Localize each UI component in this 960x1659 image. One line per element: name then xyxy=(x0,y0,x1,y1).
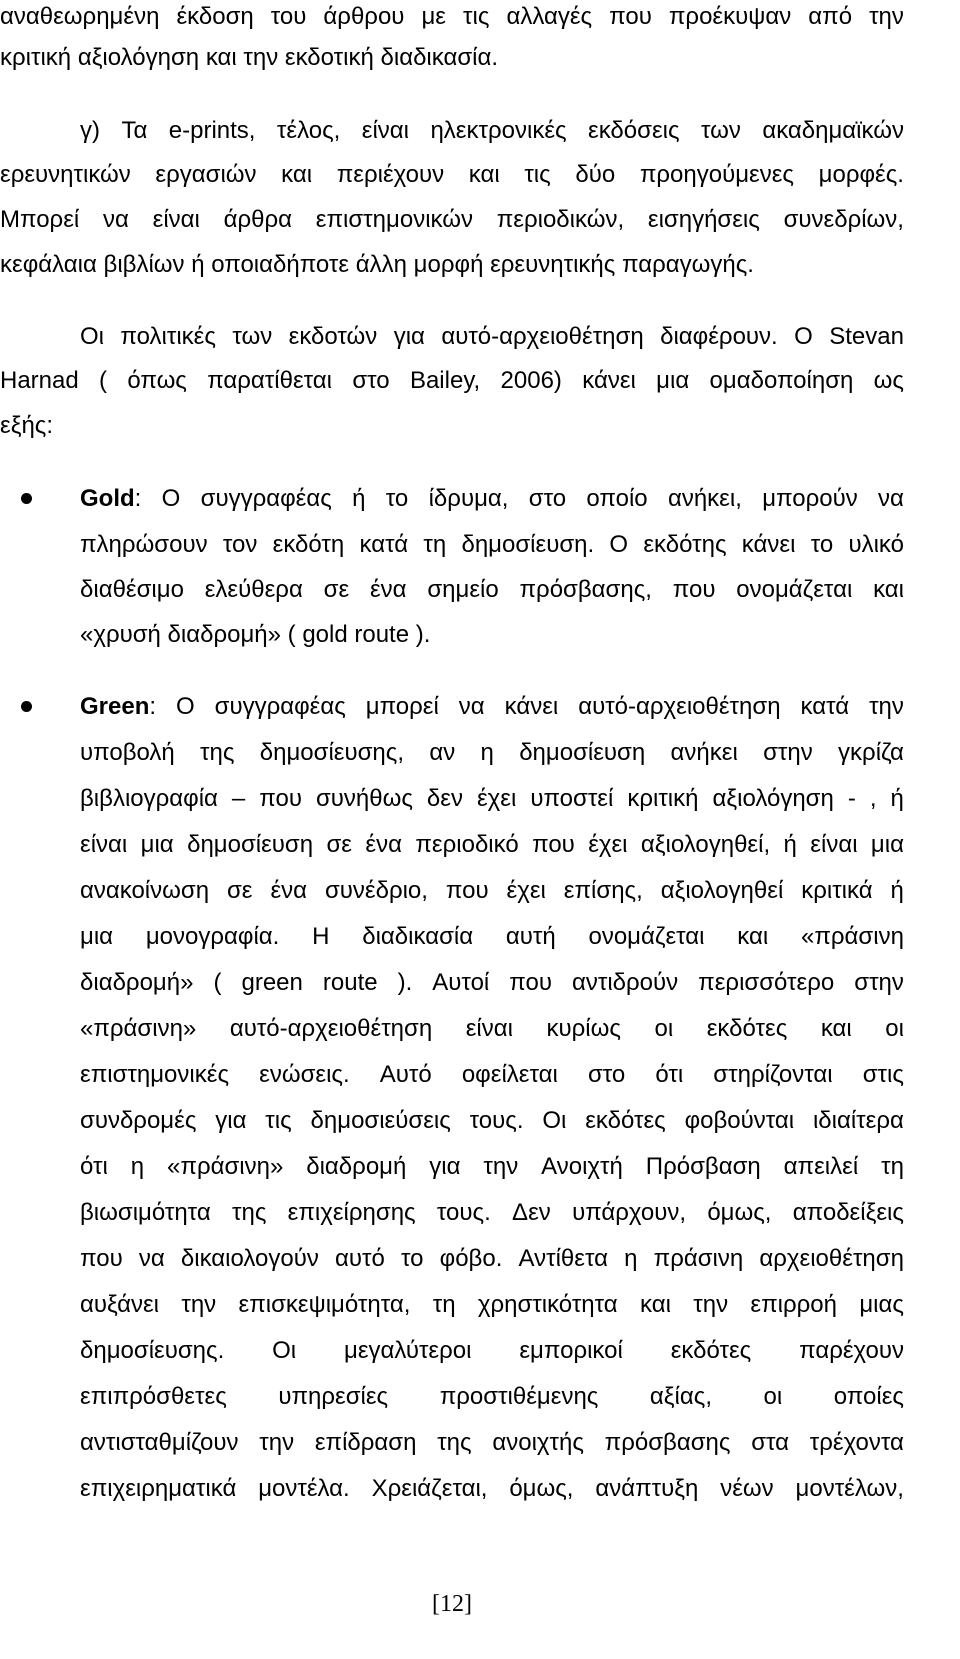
word: μια xyxy=(80,923,114,950)
word: Bailey, xyxy=(409,367,481,394)
paragraph-line xyxy=(80,1014,904,1044)
word: από xyxy=(808,3,853,30)
word: Stevan xyxy=(829,323,904,350)
word: μιας xyxy=(859,1291,904,1318)
word: τις xyxy=(524,161,551,188)
word: Πρόσβαση xyxy=(645,1153,761,1180)
word: Ανοιχτή xyxy=(541,1153,623,1180)
word: όμως, xyxy=(707,1199,772,1226)
word: τις xyxy=(265,1107,292,1134)
word: – xyxy=(231,785,246,812)
word: την xyxy=(259,1429,295,1456)
word: Ο xyxy=(609,531,629,558)
word: ένα xyxy=(369,576,407,603)
word: είναι xyxy=(152,206,200,233)
word: ή xyxy=(890,785,904,812)
word: συγγραφέας xyxy=(214,693,346,720)
paragraph-line xyxy=(80,876,904,906)
word: αυξάνει xyxy=(80,1291,160,1318)
word: διαφέρουν. xyxy=(660,323,778,350)
word: της xyxy=(200,739,235,766)
paragraph-line: εξής: xyxy=(0,412,54,439)
word: επιχειρηματικά xyxy=(80,1475,237,1502)
word: αν xyxy=(429,739,456,766)
word: αναθεωρημένη xyxy=(0,3,160,30)
word: αυτό-αρχειοθέτηση xyxy=(578,693,781,720)
word: μεγαλύτεροι xyxy=(344,1337,472,1364)
word: Οι xyxy=(542,1107,567,1134)
word: περιοδικό xyxy=(415,831,519,858)
word: γκρίζα xyxy=(838,739,904,766)
word: έχει xyxy=(476,785,517,812)
paragraph-line: κριτική αξιολόγηση και την εκδοτική διαδικασία. xyxy=(0,44,499,71)
word: πρόσβασης xyxy=(604,1429,731,1456)
word: την xyxy=(693,1291,729,1318)
word: δημοσίευση xyxy=(187,831,314,858)
word: η xyxy=(130,1153,145,1180)
word: άρθρα xyxy=(223,206,293,233)
word: τρέχοντα xyxy=(809,1429,904,1456)
word: Μπορεί xyxy=(0,206,80,233)
word: ( xyxy=(213,969,222,996)
paragraph-line xyxy=(0,205,904,235)
word: υποβολή xyxy=(80,739,175,766)
word: ονομάζεται xyxy=(588,923,705,950)
paragraph-line xyxy=(80,1382,904,1412)
word: ανακοίνωση xyxy=(80,877,210,904)
word: η xyxy=(480,739,494,766)
word: και xyxy=(639,1291,671,1318)
word: κατά xyxy=(359,531,409,558)
word: Αυτό xyxy=(379,1061,432,1088)
word: το xyxy=(810,531,834,558)
word: τον xyxy=(222,531,258,558)
word: που xyxy=(445,877,489,904)
word: 2006) xyxy=(500,367,562,394)
word: Οι xyxy=(80,323,104,350)
word: μια xyxy=(870,831,904,858)
word: μοντέλων, xyxy=(795,1475,904,1502)
word: αξιολόγηση xyxy=(712,785,834,812)
word: όπως xyxy=(127,367,187,394)
word: ιδιαίτερα xyxy=(812,1107,904,1134)
word: Ο xyxy=(161,485,181,512)
word: επίδραση xyxy=(314,1429,417,1456)
word: την xyxy=(869,693,904,720)
word: την xyxy=(181,1291,217,1318)
word: γ) xyxy=(80,117,100,144)
paragraph-line xyxy=(80,116,904,146)
word: οι xyxy=(885,1015,904,1042)
word: και xyxy=(468,161,500,188)
word: κριτική xyxy=(627,785,699,812)
word: εμπορικοί xyxy=(519,1337,623,1364)
word: κάνει xyxy=(582,367,636,394)
word: εκδότες xyxy=(585,1107,666,1134)
word: σε xyxy=(326,831,352,858)
word: αρχειοθέτηση xyxy=(759,1245,904,1272)
bullet-green-first-line xyxy=(80,692,904,722)
word: δικαιολογούν xyxy=(180,1245,319,1272)
paragraph-line xyxy=(80,922,904,952)
word: διαδρομή xyxy=(306,1153,407,1180)
word: δημοσίευση xyxy=(519,739,646,766)
word: οποίο xyxy=(586,485,648,512)
word: των xyxy=(700,117,741,144)
word: επιστημονικές xyxy=(80,1061,230,1088)
word: e-prints, xyxy=(168,117,256,144)
word: αυτό-αρχειοθέτηση xyxy=(229,1015,433,1042)
word: Χρειάζεται, xyxy=(371,1475,488,1502)
word: τις xyxy=(463,3,490,30)
word: σε xyxy=(323,576,350,603)
word: Δεν xyxy=(512,1199,551,1226)
word: είναι xyxy=(465,1015,513,1042)
word: εκδότης xyxy=(643,531,727,558)
word: στην xyxy=(763,739,813,766)
word: συνδρομές xyxy=(80,1107,197,1134)
paragraph-line xyxy=(80,1290,904,1320)
word: συνέδριο, xyxy=(324,877,428,904)
word: να xyxy=(138,1245,165,1272)
word: βιωσιμότητα xyxy=(80,1199,211,1226)
word: αυτό-αρχειοθέτηση xyxy=(441,323,644,350)
word: κατά xyxy=(800,693,850,720)
word: η xyxy=(624,1245,638,1272)
word: κυρίως xyxy=(546,1015,621,1042)
word: ανάπτυξη xyxy=(595,1475,699,1502)
word: το xyxy=(385,485,409,512)
word: δεν xyxy=(426,785,463,812)
word: την xyxy=(483,1153,519,1180)
word: συνεδρίων, xyxy=(783,206,904,233)
word: χρηστικότητα xyxy=(477,1291,618,1318)
word: οι xyxy=(763,1383,783,1410)
word: υπηρεσίες xyxy=(278,1383,389,1410)
word: και xyxy=(873,576,904,603)
word: αξιολογηθεί, xyxy=(640,831,771,858)
word: επιχείρησης xyxy=(287,1199,416,1226)
word: εκδότη xyxy=(272,531,345,558)
word: όμως, xyxy=(509,1475,574,1502)
word: , xyxy=(869,785,877,812)
word: την xyxy=(869,3,904,30)
word: σημείο xyxy=(427,576,499,603)
word: ονομάζεται xyxy=(736,576,853,603)
word: που xyxy=(80,1245,123,1272)
word: - xyxy=(847,785,856,812)
word: ένα xyxy=(270,877,308,904)
paragraph-line xyxy=(80,1474,904,1504)
word: στα xyxy=(751,1429,790,1456)
word: που xyxy=(259,785,302,812)
paragraph-line xyxy=(0,2,904,32)
word: Η xyxy=(312,923,330,950)
word: νέων xyxy=(720,1475,774,1502)
word: των xyxy=(232,323,273,350)
word: που xyxy=(609,3,652,30)
word: τη xyxy=(423,531,447,558)
word: ότι xyxy=(655,1061,684,1088)
word: εκδότες xyxy=(670,1337,752,1364)
word: περιέχουν xyxy=(336,161,445,188)
word: επίσης, xyxy=(563,877,643,904)
bullet-icon xyxy=(21,701,32,712)
word: οφείλεται xyxy=(461,1061,558,1088)
word: πληρώσουν xyxy=(80,531,208,558)
word: δημοσίευσης. xyxy=(80,1337,225,1364)
paragraph-line: «χρυσή διαδρομή» ( gold route ). xyxy=(80,621,431,648)
word: αλλαγές xyxy=(506,3,593,30)
word: τους. xyxy=(469,1107,524,1134)
word: που xyxy=(672,576,716,603)
word: Harnad xyxy=(0,367,79,394)
word: ή xyxy=(890,877,904,904)
word: εργασιών xyxy=(155,161,257,188)
page-number: [12] xyxy=(432,1591,472,1617)
word: για xyxy=(429,1153,461,1180)
word: ή xyxy=(783,831,797,858)
word: άρθρου xyxy=(323,3,405,30)
word: παρέχουν xyxy=(799,1337,904,1364)
word: με xyxy=(421,3,446,30)
word: για xyxy=(215,1107,247,1134)
word: ακαδημαϊκών xyxy=(762,117,904,144)
word: που xyxy=(532,831,575,858)
word: στο xyxy=(352,367,390,394)
word: στο xyxy=(587,1061,626,1088)
word: έχει xyxy=(506,877,546,904)
word: αντιδρούν xyxy=(571,969,679,996)
word: συνήθως xyxy=(315,785,413,812)
word: του xyxy=(270,3,307,30)
word: παρατίθεται xyxy=(207,367,333,394)
bullet-gold-first-line xyxy=(80,484,904,514)
paragraph-line xyxy=(80,1428,904,1458)
bullet-gold-term: Gold: xyxy=(80,485,142,512)
word: ή xyxy=(352,485,366,512)
word: απειλεί xyxy=(783,1153,859,1180)
word: ένα xyxy=(365,831,402,858)
paragraph-line xyxy=(80,575,904,605)
paragraph-line: κεφάλαια βιβλίων ή οποιαδήποτε άλλη μορφή ερευνητικής παραγωγής. xyxy=(0,251,754,278)
word: να xyxy=(103,206,129,233)
word: αποδείξεις xyxy=(792,1199,904,1226)
paragraph-line xyxy=(80,530,904,560)
word: ερευνητικών xyxy=(0,161,131,188)
paragraph-line xyxy=(80,1106,904,1136)
word: επιρροή xyxy=(750,1291,837,1318)
word: ανήκει, xyxy=(667,485,742,512)
word: προέκυψαν xyxy=(668,3,792,30)
word: επισκεψιμότητα, xyxy=(238,1291,411,1318)
word: οι xyxy=(654,1015,674,1042)
word: δύο xyxy=(575,161,616,188)
word: και xyxy=(820,1015,852,1042)
paragraph-line xyxy=(80,830,904,860)
word: αξιολογηθεί xyxy=(660,877,784,904)
word: ανοιχτής xyxy=(492,1429,584,1456)
word: ίδρυμα, xyxy=(428,485,509,512)
bullet-icon xyxy=(21,493,32,504)
word: κάνει xyxy=(504,693,559,720)
word: αντισταθμίζουν xyxy=(80,1429,239,1456)
word: και xyxy=(281,161,313,188)
word: μοντέλα. xyxy=(258,1475,350,1502)
word: διαδικασία xyxy=(362,923,474,950)
word: εισηγήσεις xyxy=(647,206,760,233)
paragraph-line xyxy=(0,366,904,396)
paragraph-line xyxy=(80,1198,904,1228)
word: υλικό xyxy=(848,531,904,558)
word: ομαδοποίηση xyxy=(709,367,854,394)
word: επιστημονικών xyxy=(315,206,473,233)
word: τέλος, xyxy=(276,117,341,144)
word: να xyxy=(458,693,485,720)
word: δημοσίευση. xyxy=(461,531,595,558)
word: δημοσίευσης, xyxy=(259,739,405,766)
word: Αυτοί xyxy=(432,969,490,996)
word: να xyxy=(878,485,904,512)
word: route xyxy=(322,969,378,996)
word: μορφές. xyxy=(818,161,904,188)
word: είναι xyxy=(80,831,128,858)
word: περισσότερο xyxy=(698,969,835,996)
word: στο xyxy=(528,485,567,512)
word: αυτή xyxy=(505,923,556,950)
word: μια xyxy=(656,367,690,394)
paragraph-line xyxy=(80,1060,904,1090)
word: διαδρομή» xyxy=(80,969,194,996)
word: ότι xyxy=(80,1153,108,1180)
word: το xyxy=(400,1245,424,1272)
word: φόβο. xyxy=(439,1245,503,1272)
word: περιοδικών, xyxy=(496,206,625,233)
word: για xyxy=(393,323,425,350)
word: συγγραφέας xyxy=(200,485,332,512)
word: και xyxy=(737,923,769,950)
word: προηγούμενες xyxy=(639,161,794,188)
word: «πράσινη» xyxy=(167,1153,284,1180)
word: σε xyxy=(226,877,253,904)
word: μονογραφία. xyxy=(145,923,280,950)
word: προστιθέμενης xyxy=(439,1383,599,1410)
word: υποστεί xyxy=(530,785,614,812)
word: κριτικά xyxy=(801,877,873,904)
paragraph-line xyxy=(80,1244,904,1274)
paragraph-line xyxy=(80,1336,904,1366)
word: Ο xyxy=(794,323,813,350)
word: δημοσιεύσεις xyxy=(310,1107,451,1134)
word: μπορούν xyxy=(762,485,858,512)
word: Οι xyxy=(272,1337,297,1364)
paragraph-line xyxy=(80,784,904,814)
word: Αντίθετα xyxy=(518,1245,608,1272)
word: της xyxy=(437,1429,472,1456)
word: ενώσεις. xyxy=(259,1061,350,1088)
word: ηλεκτρονικές xyxy=(430,117,567,144)
word: ανήκει xyxy=(670,739,738,766)
paragraph-line xyxy=(0,160,904,190)
word: μπορεί xyxy=(365,693,439,720)
word: τους. xyxy=(436,1199,491,1226)
word: ελεύθερα xyxy=(204,576,303,603)
word: Ο xyxy=(176,693,195,720)
paragraph-line xyxy=(80,1152,904,1182)
word: μια xyxy=(140,831,174,858)
word: βιβλιογραφία xyxy=(80,785,218,812)
word: εκδοτών xyxy=(288,323,378,350)
word: είναι xyxy=(361,117,410,144)
word: διαθέσιμο xyxy=(80,576,184,603)
word: στην xyxy=(854,969,904,996)
word: είναι xyxy=(810,831,858,858)
word: τη xyxy=(432,1291,456,1318)
word: οποίες xyxy=(833,1383,904,1410)
word: της xyxy=(231,1199,267,1226)
word: εκδότες xyxy=(706,1015,788,1042)
word: αξίας, xyxy=(649,1383,712,1410)
word: ( xyxy=(99,367,108,394)
word: φοβούνται xyxy=(684,1107,795,1134)
word: «πράσινη xyxy=(801,923,904,950)
word: υπάρχουν, xyxy=(572,1199,687,1226)
word: τη xyxy=(881,1153,904,1180)
word: που xyxy=(509,969,552,996)
word: ως xyxy=(873,367,904,394)
word: green xyxy=(241,969,303,996)
word: «πράσινη» xyxy=(80,1015,197,1042)
word: έκδοση xyxy=(176,3,254,30)
bullet-green-term: Green: xyxy=(80,693,157,720)
word: επιπρόσθετες xyxy=(80,1383,227,1410)
word: πολιτικές xyxy=(120,323,216,350)
paragraph-line xyxy=(80,322,904,352)
paragraph-line xyxy=(80,738,904,768)
word: εκδόσεις xyxy=(588,117,680,144)
word: κάνει xyxy=(741,531,796,558)
word: αυτό xyxy=(335,1245,385,1272)
word: Τα xyxy=(121,117,148,144)
word: πράσινη xyxy=(653,1245,744,1272)
paragraph-line xyxy=(80,968,904,998)
word: στις xyxy=(862,1061,904,1088)
word: έχει xyxy=(588,831,628,858)
word: ). xyxy=(397,969,413,996)
word: στηρίζονται xyxy=(713,1061,833,1088)
word: πρόσβασης, xyxy=(519,576,652,603)
